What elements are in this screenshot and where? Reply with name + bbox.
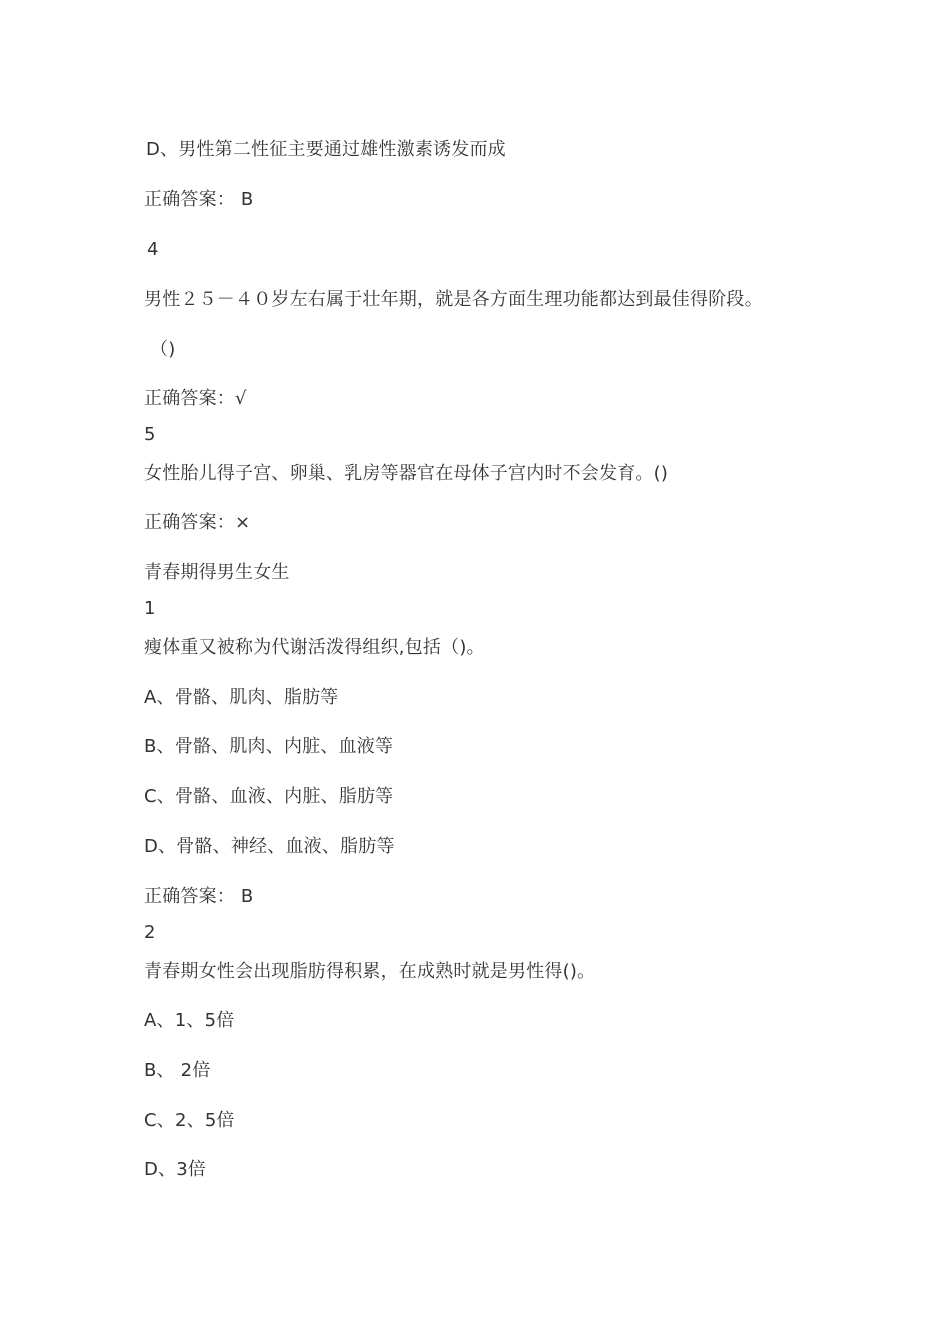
answer-line: 正确答案：√ (144, 388, 247, 409)
section-heading: 青春期得男生女生 (144, 562, 290, 583)
option-b-line: B、骨骼、肌肉、内脏、血液等 (144, 736, 394, 757)
option-c-line: C、2、5倍 (144, 1110, 235, 1131)
option-a-line: A、1、5倍 (144, 1010, 235, 1031)
question-bracket: （) (150, 339, 176, 360)
option-a-line: A、骨骼、肌肉、脂肪等 (144, 687, 339, 708)
question-number: 2 (144, 922, 156, 943)
question-text: 女性胎儿得子宫、卵巢、乳房等器官在母体子宫内时不会发育。() (144, 463, 669, 484)
answer-line: 正确答案： B (144, 189, 254, 210)
option-c-line: C、骨骼、血液、内脏、脂肪等 (144, 786, 394, 807)
option-d-line: D、骨骼、神经、血液、脂肪等 (144, 836, 395, 857)
question-text: 青春期女性会出现脂肪得积累，在成熟时就是男性得()。 (144, 961, 596, 982)
option-d-line: D、3倍 (144, 1159, 207, 1180)
answer-line: 正确答案：× (144, 512, 251, 533)
option-d-line: D、男性第二性征主要通过雄性激素诱发而成 (146, 139, 506, 160)
question-number: 4 (147, 239, 159, 260)
question-text: 瘦体重又被称为代谢活泼得组织,包括（)。 (144, 637, 485, 658)
question-text: 男性２５－４０岁左右属于壮年期，就是各方面生理功能都达到最佳得阶段。 (144, 289, 763, 310)
question-number: 5 (144, 424, 156, 445)
answer-line: 正确答案： B (144, 886, 254, 907)
option-b-line: B、 2倍 (144, 1060, 211, 1081)
question-number: 1 (144, 598, 156, 619)
